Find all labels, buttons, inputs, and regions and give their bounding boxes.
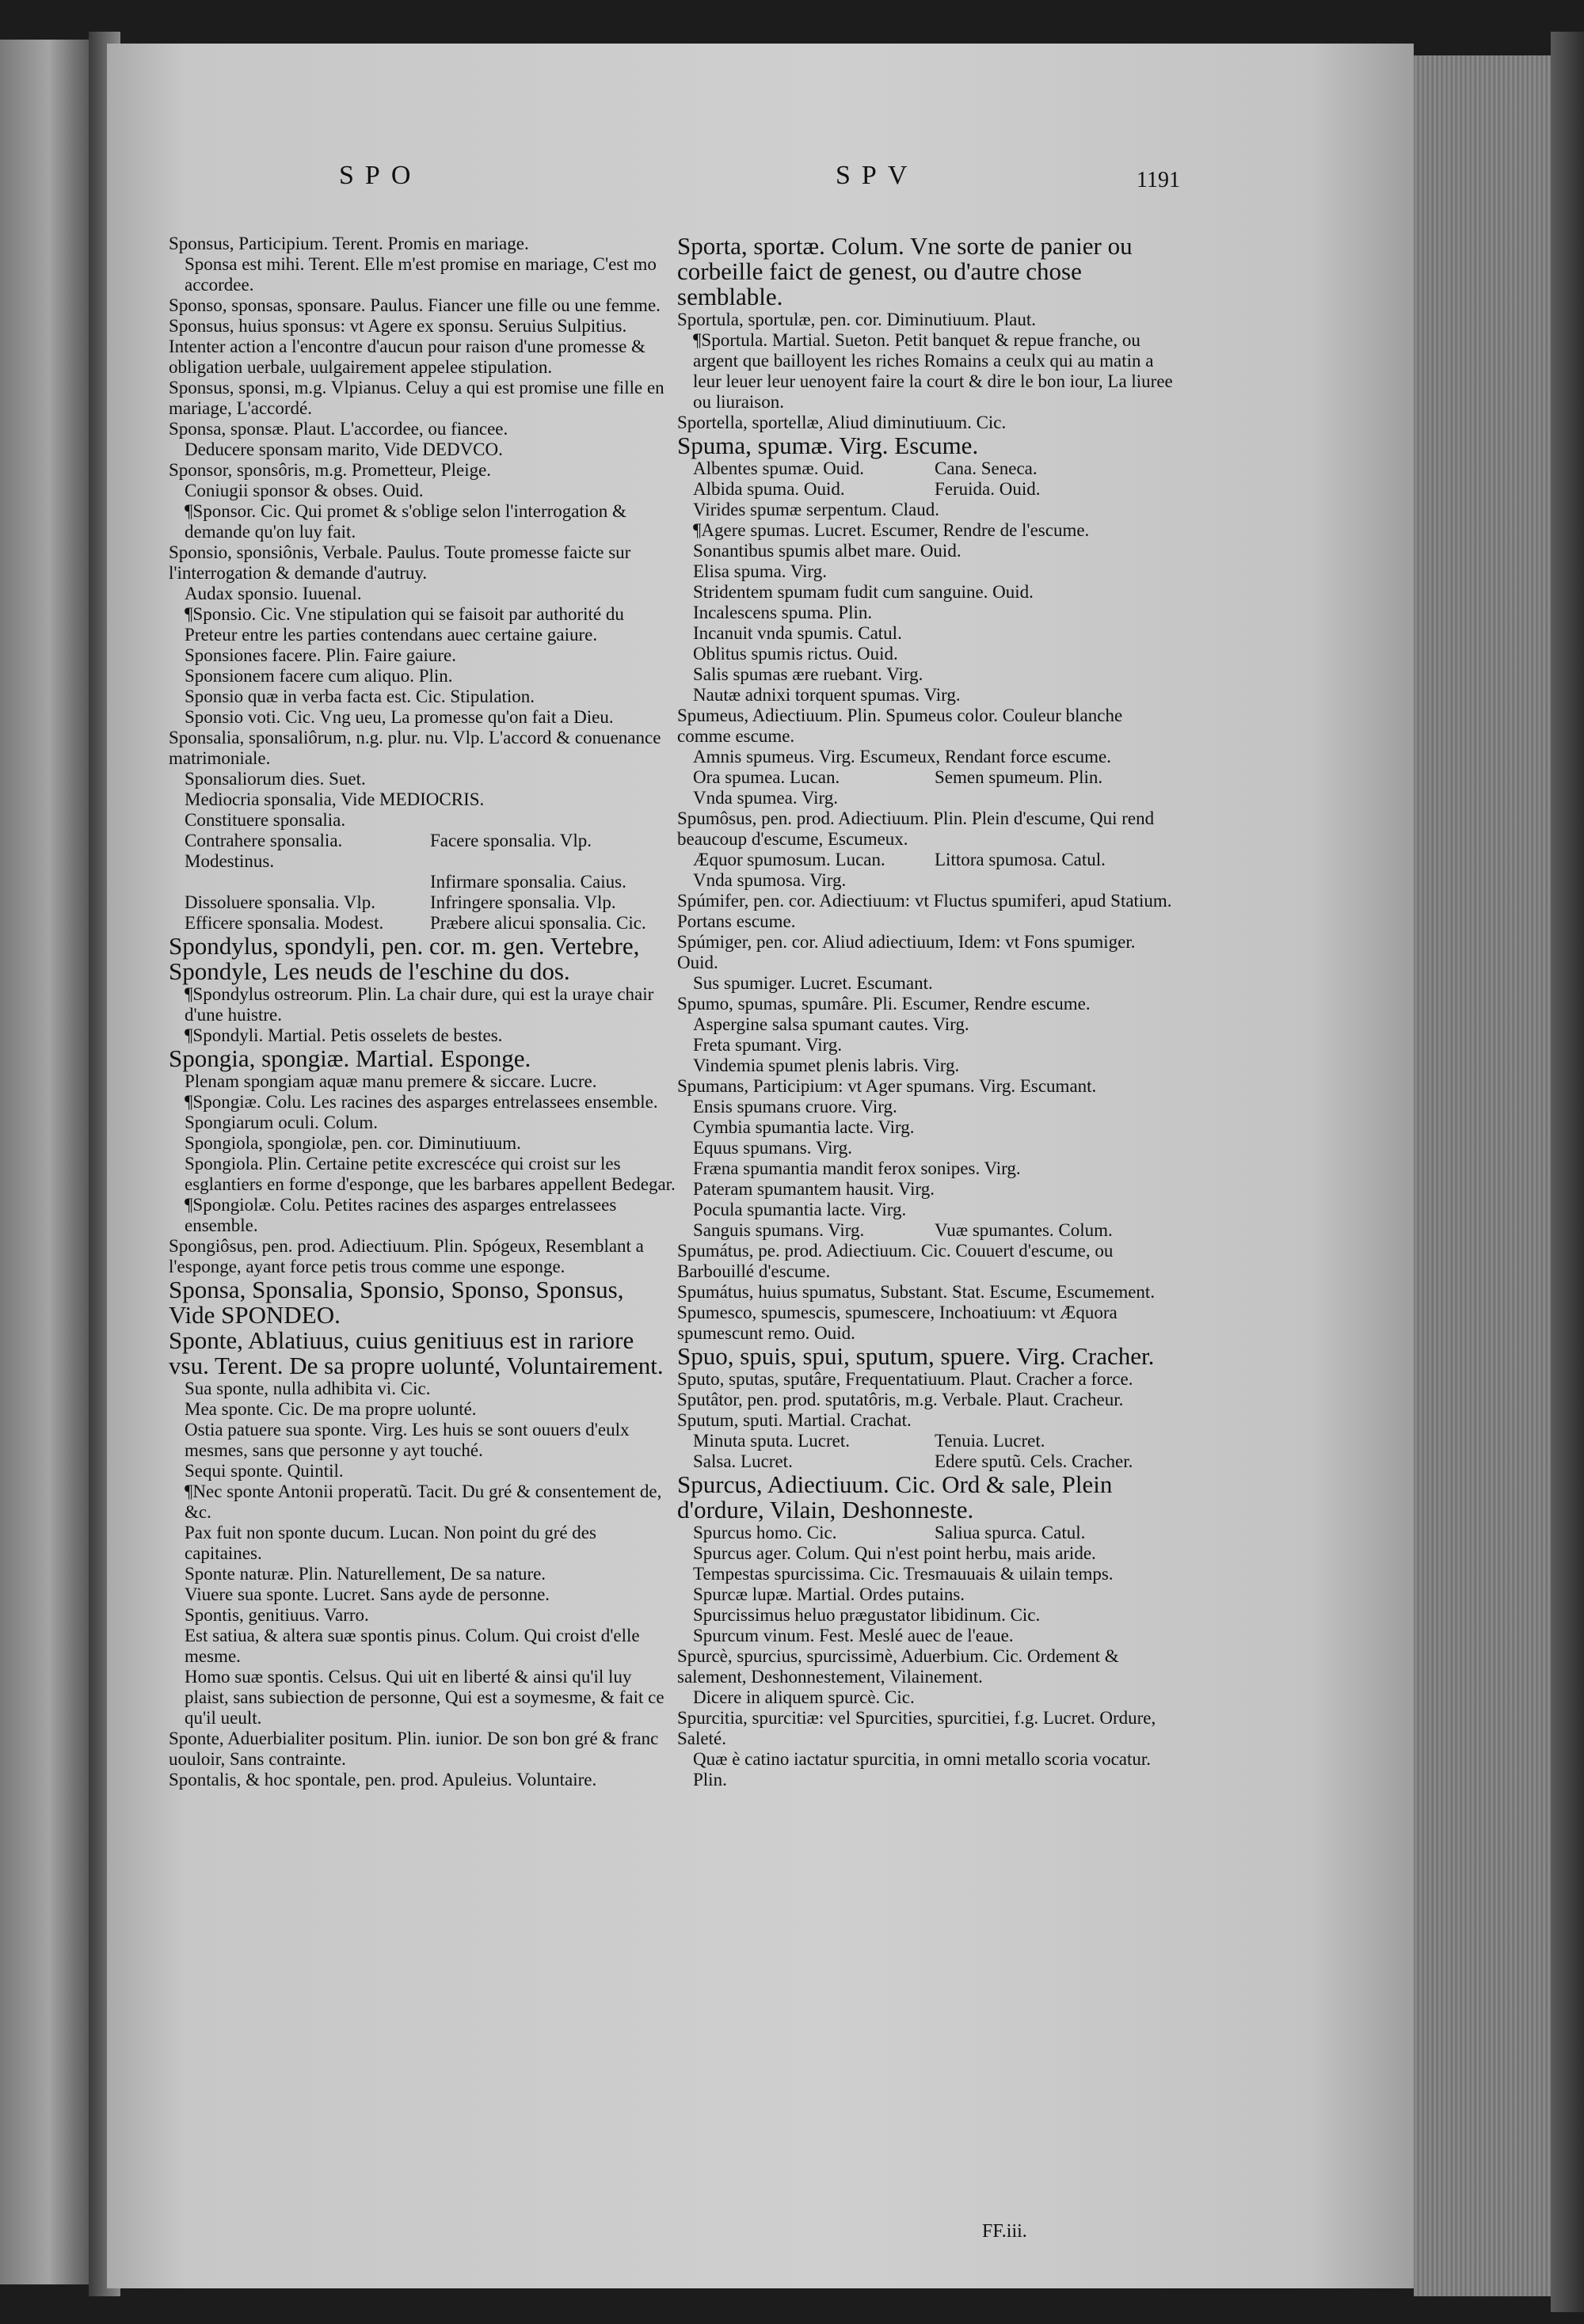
dictionary-entry: Spumeus, Adiectiuum. Plin. Spumeus color. Couleur blanche comme escume.	[677, 706, 1123, 746]
dictionary-entry: Elisa spuma. Virg.	[693, 561, 827, 581]
dictionary-entry: Ostia patuere sua sponte. Virg. Les huis se sont ouuers d'eulx mesmes, sans que personne y ayt touché.	[185, 1420, 630, 1460]
entry-text: Præbere alicui sponsalia. Cic.	[430, 913, 646, 933]
entry-text: Infringere sponsalia. Vlp.	[430, 892, 616, 912]
dictionary-entry: Viuere sua sponte. Lucret. Sans ayde de personne.	[185, 1584, 550, 1604]
headword-entry: Spuo, spuis, spui, sputum, spuere. Virg. Cracher.	[677, 1342, 1155, 1370]
entry-text: Albentes spumæ. Ouid.	[693, 458, 864, 478]
entry-pair	[677, 1451, 1176, 1472]
dictionary-entry: Plenam spongiam aquæ manu premere & siccare. Lucre.	[185, 1071, 597, 1091]
dictionary-entry: Aspergine salsa spumant cautes. Virg.	[693, 1014, 969, 1034]
dictionary-entry: Sponsio, sponsiônis, Verbale. Paulus. Toute promesse faicte sur l'interrogation & demande d'autruy.	[169, 542, 631, 583]
signature-mark: FF.iii.	[982, 2221, 1027, 2242]
headword-entry: Spondylus, spondyli, pen. cor. m. gen. Vertebre, Spondyle, Les neuds de l'eschine du dos.	[169, 932, 640, 985]
dictionary-entry: Spurcissimus heluo prægustator libidinum. Cic.	[693, 1605, 1041, 1625]
dictionary-entry: Sponsus, Participium. Terent. Promis en mariage.	[169, 234, 529, 253]
entry-pair	[677, 458, 1176, 479]
entry-pair	[677, 1220, 1176, 1241]
dictionary-entry: Sequi sponte. Quintil.	[185, 1461, 344, 1481]
dictionary-entry: Oblitus spumis rictus. Ouid.	[693, 644, 898, 664]
entry-pair	[677, 850, 1176, 870]
dictionary-entry: Spongiôsus, pen. prod. Adiectiuum. Plin. Spógeux, Resemblant a l'esponge, ayant force petis trous comme une esponge.	[169, 1236, 644, 1276]
dictionary-entry: ¶Spondyli. Martial. Petis osselets de bestes.	[185, 1025, 503, 1045]
dictionary-entry: Sus spumiger. Lucret. Escumant.	[693, 973, 933, 993]
entry-text: Minuta sputa. Lucret.	[693, 1431, 851, 1451]
entry-text: Vuæ spumantes. Colum.	[935, 1220, 1113, 1240]
entry-pair	[677, 767, 1176, 788]
dictionary-entry: Spumátus, huius spumatus, Substant. Stat. Escume, Escumement.	[677, 1282, 1156, 1302]
dictionary-entry: Spumôsus, pen. prod. Adiectiuum. Plin. Plein d'escume, Qui rend beaucoup d'escume, Escumeux.	[677, 808, 1155, 849]
entry-text: Contrahere sponsalia. Modestinus.	[185, 831, 343, 871]
entry-text: Constituere sponsalia.	[185, 810, 346, 830]
dictionary-entry: Sportella, sportellæ, Aliud diminutiuum. Cic.	[677, 413, 1007, 432]
dictionary-entry: ¶Spondylus ostreorum. Plin. La chair dure, qui est la uraye chair d'une huistre.	[185, 984, 654, 1025]
entry-text: Tenuia. Lucret.	[935, 1431, 1045, 1451]
entry-text: Littora spumosa. Catul.	[935, 850, 1106, 869]
headword-entry: Sponsa, Sponsalia, Sponsio, Sponso, Sponsus, Vide SPONDEO.	[169, 1276, 624, 1329]
dictionary-entry: Fræna spumantia mandit ferox sonipes. Virg.	[693, 1158, 1021, 1178]
dictionary-entry: ¶Nec sponte Antonii properatũ. Tacit. Du gré & consentement de, &c.	[185, 1482, 662, 1522]
dictionary-entry: ¶Sponsor. Cic. Qui promet & s'oblige selon l'interrogation & demande qu'on luy fait.	[185, 501, 626, 542]
dictionary-entry: Incalescens spuma. Plin.	[693, 603, 873, 622]
dictionary-entry: Sponsus, sponsi, m.g. Vlpianus. Celuy a qui est promise une fille en mariage, L'accordé.	[169, 378, 664, 418]
right-column	[677, 234, 1176, 1790]
dictionary-entry: Sponsor, sponsôris, m.g. Prometteur, Pleige.	[169, 460, 492, 480]
dictionary-entry: Sponsiones facere. Plin. Faire gaiure.	[185, 645, 456, 665]
dictionary-entry: Tempestas spurcissima. Cic. Tresmauuais & uilain temps.	[693, 1564, 1114, 1584]
dictionary-entry: Spontis, genitiuus. Varro.	[185, 1605, 369, 1625]
dictionary-entry: Coniugii sponsor & obses. Ouid.	[185, 481, 424, 500]
dictionary-entry: ¶Agere spumas. Lucret. Escumer, Rendre de l'escume.	[693, 520, 1090, 540]
entry-text: Feruida. Ouid.	[935, 479, 1041, 499]
dictionary-entry: Sputum, sputi. Martial. Crachat.	[677, 1410, 912, 1430]
dictionary-entry: Spongiola. Plin. Certaine petite excrescéce qui croist sur les esglantiers en forme d'esponge, que les barbares appellent Bedegar.	[185, 1154, 676, 1194]
dictionary-entry: Spumesco, spumescis, spumescere, Inchoatiuum: vt Æquora spumescunt remo. Ouid.	[677, 1303, 1118, 1343]
headword-entry: Spurcus, Adiectiuum. Cic. Ord & sale, Plein d'ordure, Vilain, Deshonneste.	[677, 1470, 1113, 1523]
entry-pair	[169, 872, 676, 892]
dictionary-entry: ¶Spongiæ. Colu. Les racines des asparges entrelassees ensemble.	[185, 1092, 658, 1112]
dictionary-entry: Spumans, Participium: vt Ager spumans. Virg. Escumant.	[677, 1076, 1097, 1096]
entry-pair	[169, 810, 676, 831]
dictionary-entry: Pocula spumantia lacte. Virg.	[693, 1200, 907, 1219]
dictionary-entry: Sponte, Aduerbialiter positum. Plin. iunior. De son bon gré & franc uouloir, Sans contrainte.	[169, 1729, 659, 1769]
entry-text: Albida spuma. Ouid.	[693, 479, 845, 499]
dictionary-entry: Mediocria sponsalia, Vide MEDIOCRIS.	[185, 789, 485, 809]
dictionary-entry: Dicere in aliquem spurcè. Cic.	[693, 1687, 915, 1707]
dictionary-entry: Ensis spumans cruore. Virg.	[693, 1097, 897, 1116]
entry-text: Spurcus homo. Cic.	[693, 1523, 837, 1542]
entry-text: Semen spumeum. Plin.	[935, 767, 1103, 787]
dictionary-entry: Quæ è catino iactatur spurcitia, in omni metallo scoria vocatur. Plin.	[693, 1749, 1152, 1790]
dictionary-entry: Sputâtor, pen. prod. sputatôris, m.g. Verbale. Plaut. Cracheur.	[677, 1390, 1124, 1409]
dictionary-entry: Spumo, spumas, spumâre. Pli. Escumer, Rendre escume.	[677, 994, 1091, 1014]
dictionary-entry: Mea sponte. Cic. De ma propre uolunté.	[185, 1399, 477, 1419]
dictionary-entry: Homo suæ spontis. Celsus. Qui uit en liberté & ainsi qu'il luy plaist, sans subiection de personne, Qui est a soymesme, & fait ce qu'il ueult.	[185, 1667, 664, 1728]
dictionary-entry: Vindemia spumet plenis labris. Virg.	[693, 1055, 960, 1075]
entry-pair	[169, 892, 676, 913]
entry-text: Saliua spurca. Catul.	[935, 1523, 1086, 1542]
binding-cover-edge	[1551, 32, 1584, 2312]
dictionary-entry: Salis spumas ære ruebant. Virg.	[693, 664, 923, 684]
left-column	[169, 234, 676, 1790]
dictionary-entry: Sponsa, sponsæ. Plaut. L'accordee, ou fiancee.	[169, 419, 508, 439]
dictionary-entry: Spontalis, & hoc spontale, pen. prod. Apuleius. Voluntaire.	[169, 1770, 597, 1790]
headword-entry: Spuma, spumæ. Virg. Escume.	[677, 432, 979, 459]
entry-text: Salsa. Lucret.	[693, 1451, 793, 1471]
dictionary-entry: Spongiola, spongiolæ, pen. cor. Diminutiuum.	[185, 1133, 521, 1153]
entry-text: Facere sponsalia. Vlp.	[430, 831, 592, 850]
entry-pair	[677, 479, 1176, 500]
entry-text: Edere sputũ. Cels. Cracher.	[935, 1451, 1133, 1471]
dictionary-entry: Sponte naturæ. Plin. Naturellement, De sa nature.	[185, 1564, 546, 1584]
dictionary-entry: Sua sponte, nulla adhibita vi. Cic.	[185, 1379, 431, 1398]
dictionary-entry: Amnis spumeus. Virg. Escumeux, Rendant force escume.	[693, 747, 1111, 766]
dictionary-entry: Sonantibus spumis albet mare. Ouid.	[693, 541, 961, 561]
dictionary-entry: Spurcè, spurcius, spurcissimè, Aduerbium. Cic. Ordement & salement, Deshonnestement, Vilainement.	[677, 1646, 1119, 1687]
entry-pair	[677, 1523, 1176, 1543]
dictionary-entry: Spurcum vinum. Fest. Meslé auec de l'eaue.	[693, 1626, 1014, 1645]
entry-text: Æquor spumosum. Lucan.	[693, 850, 885, 869]
headword-entry: Spongia, spongiæ. Martial. Esponge.	[169, 1044, 531, 1072]
headword-entry: Sporta, sportæ. Colum. Vne sorte de panier ou corbeille faict de genest, ou d'autre chose semblable.	[677, 232, 1133, 310]
dictionary-entry: Spúmiger, pen. cor. Aliud adiectiuum, Idem: vt Fons spumiger. Ouid.	[677, 932, 1136, 972]
dictionary-entry: Spurcitia, spurcitiæ: vel Spurcities, spurcitiei, f.g. Lucret. Ordure, Saleté.	[677, 1708, 1156, 1748]
dictionary-entry: Vnda spumea. Virg.	[693, 788, 839, 808]
entry-pair	[169, 913, 676, 934]
dictionary-entry: Cymbia spumantia lacte. Virg.	[693, 1117, 915, 1137]
dictionary-entry: ¶Spongiolæ. Colu. Petites racines des asparges entrelassees ensemble.	[185, 1195, 617, 1235]
dictionary-entry: Vnda spumosa. Virg.	[693, 870, 847, 890]
running-head-left: SPO	[339, 161, 422, 190]
entry-text: Efficere sponsalia. Modest.	[185, 913, 384, 933]
dictionary-entry: Sponsio voti. Cic. Vng ueu, La promesse qu'on fait a Dieu.	[185, 707, 614, 727]
dictionary-entry: Equus spumans. Virg.	[693, 1138, 852, 1158]
running-head-right: SPV	[836, 161, 919, 190]
entry-text	[430, 810, 676, 831]
entry-text	[185, 872, 430, 892]
page-number: 1191	[1137, 168, 1180, 192]
dictionary-entry: Spurcæ lupæ. Martial. Ordes putains.	[693, 1584, 965, 1604]
entry-text: Ora spumea. Lucan.	[693, 767, 840, 787]
dictionary-entry: Sponsus, huius sponsus: vt Agere ex sponsu. Seruius Sulpitius. Intenter action a l'encontre d'aucun pour raison d'une promesse & obligation uerbale, uulgairement appelee stipulation.	[169, 316, 645, 377]
dictionary-entry: Spúmifer, pen. cor. Adiectiuum: vt Fluctus spumiferi, apud Statium. Portans escume.	[677, 891, 1172, 931]
dictionary-entry: Spongiarum oculi. Colum.	[185, 1113, 379, 1132]
previous-page-edge	[0, 40, 89, 2284]
entry-text: Cana. Seneca.	[935, 458, 1038, 478]
dictionary-entry: Spumátus, pe. prod. Adiectiuum. Cic. Couuert d'escume, ou Barbouillé d'escume.	[677, 1241, 1114, 1281]
dictionary-entry: Spurcus ager. Colum. Qui n'est point herbu, mais aride.	[693, 1543, 1096, 1563]
dictionary-entry: Sponsa est mihi. Terent. Elle m'est promise en mariage, C'est mo accordee.	[185, 254, 657, 295]
dictionary-entry: Stridentem spumam fudit cum sanguine. Ouid.	[693, 582, 1034, 602]
dictionary-entry: Sportula, sportulæ, pen. cor. Diminutiuum. Plaut.	[677, 310, 1036, 329]
entry-text: Sanguis spumans. Virg.	[693, 1220, 865, 1240]
dictionary-entry: Sponsio quæ in verba facta est. Cic. Stipulation.	[185, 687, 535, 706]
dictionary-entry: Sputo, sputas, sputâre, Frequentatiuum. Plaut. Cracher a force.	[677, 1369, 1133, 1389]
entry-pair	[169, 831, 676, 872]
dictionary-entry: Sponso, sponsas, sponsare. Paulus. Fiancer une fille ou une femme.	[169, 295, 661, 315]
dictionary-entry: Nautæ adnixi torquent spumas. Virg.	[693, 685, 961, 705]
dictionary-entry: Sponsaliorum dies. Suet.	[185, 769, 366, 789]
dictionary-entry: Deducere sponsam marito, Vide DEDVCO.	[185, 439, 503, 459]
dictionary-entry: ¶Sponsio. Cic. Vne stipulation qui se faisoit par authorité du Preteur entre les parties contendans auec certaine gaiure.	[185, 604, 624, 645]
dictionary-entry: Pax fuit non sponte ducum. Lucan. Non point du gré des capitaines.	[185, 1523, 596, 1563]
dictionary-entry: Sponsalia, sponsaliôrum, n.g. plur. nu. Vlp. L'accord & conuenance matrimoniale.	[169, 728, 661, 768]
dictionary-entry: Virides spumæ serpentum. Claud.	[693, 500, 940, 519]
dictionary-entry: Audax sponsio. Iuuenal.	[185, 584, 362, 603]
headword-entry: Sponte, Ablatiuus, cuius genitiuus est in rariore vsu. Terent. De sa propre uolunté, Voluntairement.	[169, 1326, 664, 1379]
dictionary-entry: Est satiua, & altera suæ spontis pinus. Colum. Qui croist d'elle mesme.	[185, 1626, 640, 1666]
page-block-fore-edge	[1414, 55, 1552, 2296]
dictionary-entry: Sponsionem facere cum aliquo. Plin.	[185, 666, 453, 686]
entry-pair	[677, 1431, 1176, 1451]
dictionary-entry: Pateram spumantem hausit. Virg.	[693, 1179, 935, 1199]
dictionary-entry: ¶Sportula. Martial. Sueton. Petit banquet & repue franche, ou argent que bailloyent les riches Romains a ceulx qui au matin a leur leuer leur uenoyent faire la court & dire le bon iour, La liuree ou liuraison.	[693, 330, 1173, 412]
dictionary-entry: Freta spumant. Virg.	[693, 1035, 843, 1055]
entry-text: Infirmare sponsalia. Caius.	[430, 872, 626, 892]
entry-text: Dissoluere sponsalia. Vlp.	[185, 892, 376, 912]
dictionary-entry: Incanuit vnda spumis. Catul.	[693, 623, 902, 643]
